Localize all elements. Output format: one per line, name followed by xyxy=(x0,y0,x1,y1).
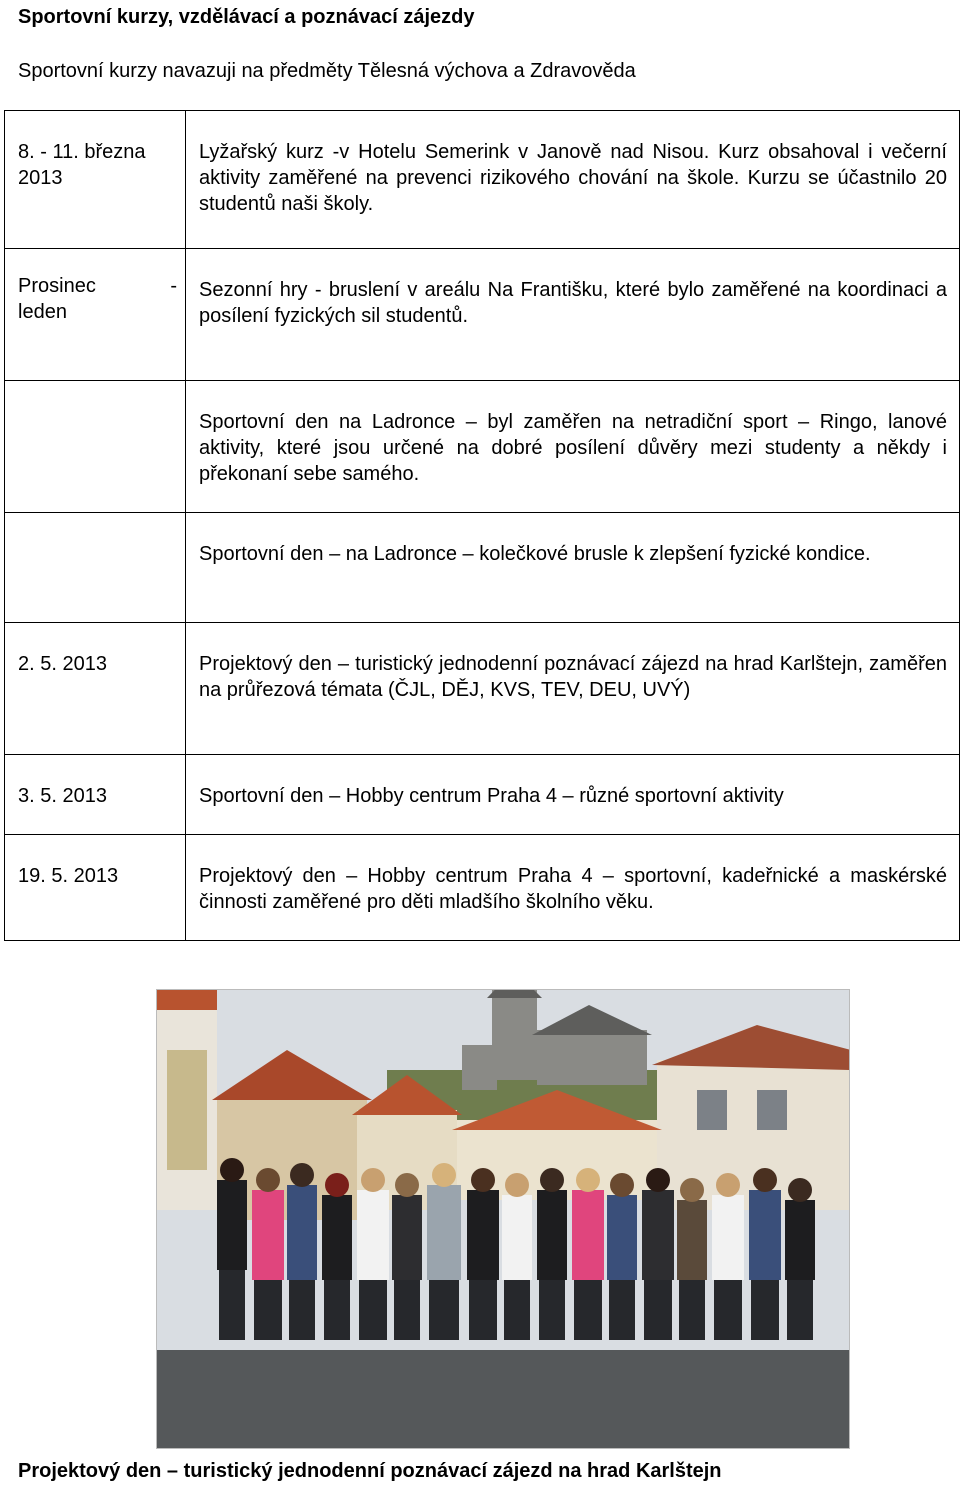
photo-students xyxy=(217,1158,815,1280)
event-description: Sportovní den na Ladronce – byl zaměřen na netradiční sport – Ringo, lanové aktivity, které jsou určené na dobré posílení důvěry mezi studenty a někdy i překonaní sebe samého. xyxy=(186,381,960,513)
group-photo-illustration xyxy=(157,990,850,1449)
event-date-dash: - xyxy=(170,275,177,297)
event-date: 2. 5. 2013 xyxy=(5,623,186,755)
table-row xyxy=(5,381,960,513)
group-photo-karlstejn xyxy=(156,989,850,1449)
event-date xyxy=(5,381,186,513)
table-row xyxy=(5,755,960,835)
event-description: Projektový den – Hobby centrum Praha 4 – sportovní, kadeřnické a maskérské činnosti zaměřené pro děti mladšího školního věku. xyxy=(186,835,960,941)
photo-caption: Projektový den – turistický jednodenní poznávací zájezd na hrad Karlštejn xyxy=(18,1460,722,1482)
photo-road xyxy=(157,1350,850,1449)
event-description: Projektový den – turistický jednodenní poznávací zájezd na hrad Karlštejn, zaměřen na průřezová témata (ČJL, DĚJ, KVS, TEV, DEU, UVÝ) xyxy=(186,623,960,755)
table-row xyxy=(5,249,960,381)
event-date-start: Prosinec xyxy=(18,275,96,297)
event-date xyxy=(5,249,186,381)
page-heading: Sportovní kurzy, vzdělávací a poznávací zájezdy xyxy=(18,6,475,28)
table-row xyxy=(5,513,960,623)
event-description: Sezonní hry - bruslení v areálu Na Františku, které bylo zaměřené na koordinaci a posílení fyzických sil studentů. xyxy=(186,249,960,381)
events-table xyxy=(4,110,960,941)
table-row xyxy=(5,835,960,941)
event-date-end: leden xyxy=(18,301,67,323)
page-subheading: Sportovní kurzy navazuji na předměty Tělesná výchova a Zdravověda xyxy=(18,60,636,82)
event-description: Lyžařský kurz -v Hotelu Semerink v Janově nad Nisou. Kurz obsahoval i večerní aktivity zaměřené na prevenci rizikového chování na škole. Kurzu se účastnilo 20 studentů naši školy. xyxy=(186,111,960,249)
event-description: Sportovní den – na Ladronce – kolečkové brusle k zlepšení fyzické kondice. xyxy=(186,513,960,623)
event-date xyxy=(5,513,186,623)
table-row xyxy=(5,623,960,755)
event-description: Sportovní den – Hobby centrum Praha 4 – různé sportovní aktivity xyxy=(186,755,960,835)
photo-student-legs xyxy=(219,1270,813,1340)
event-date: 3. 5. 2013 xyxy=(5,755,186,835)
table-row xyxy=(5,111,960,249)
event-date: 8. - 11. března 2013 xyxy=(5,111,186,249)
event-date: 19. 5. 2013 xyxy=(5,835,186,941)
